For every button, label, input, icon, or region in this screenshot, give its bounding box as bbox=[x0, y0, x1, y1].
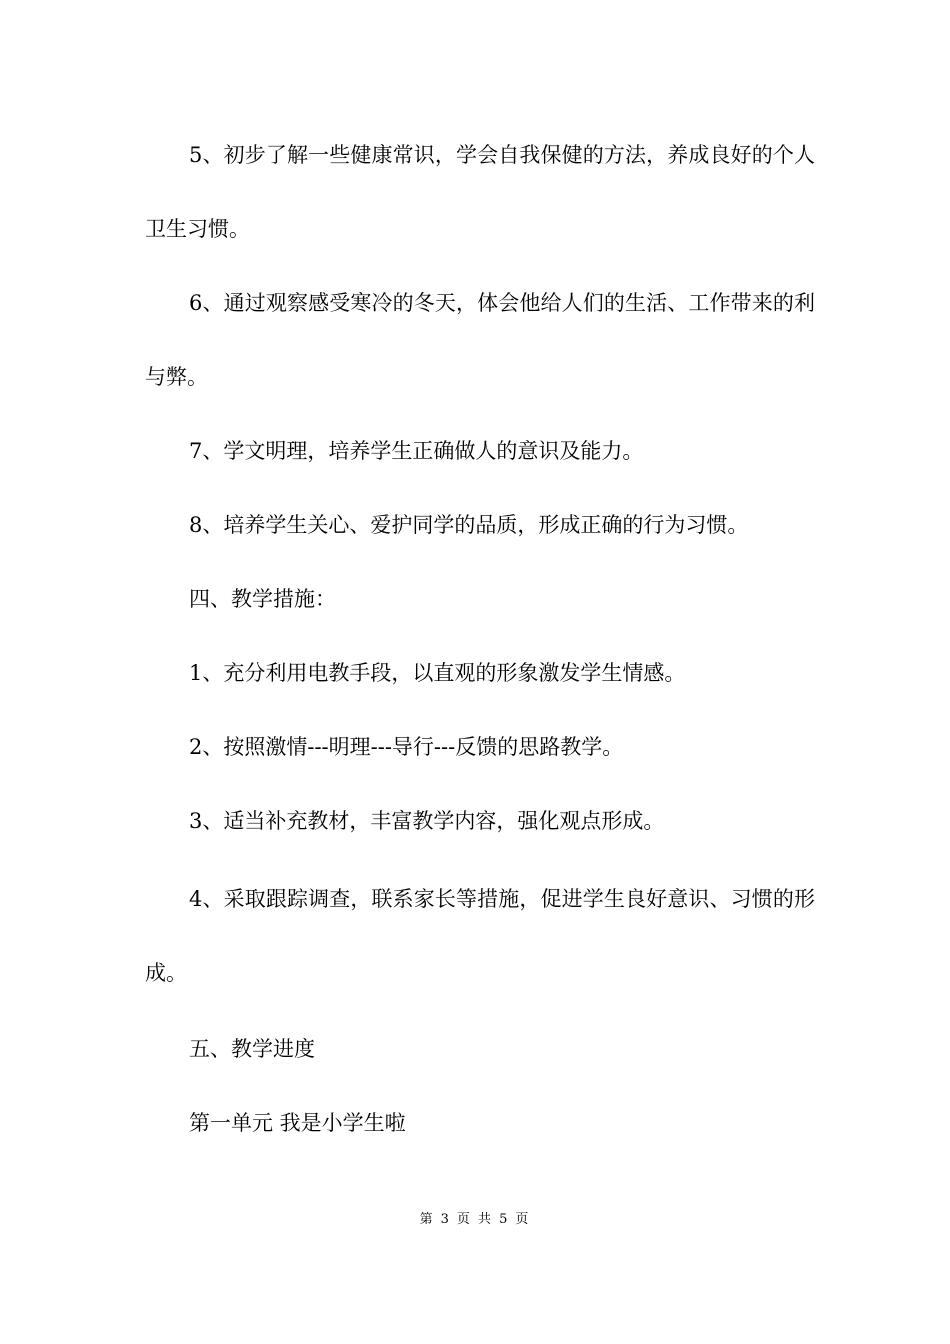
measure-item-1: 1、充分利用电教手段，以直观的形象激发学生情感。 bbox=[189, 661, 686, 685]
page-footer bbox=[0, 1208, 950, 1227]
footer-current-page: 3 bbox=[440, 1212, 451, 1227]
footer-prefix: 第 bbox=[419, 1212, 435, 1227]
footer-total-pages: 5 bbox=[499, 1212, 510, 1227]
paragraph-item-8: 8、培养学生关心、爱护同学的品质，形成正确的行为习惯。 bbox=[189, 513, 749, 537]
paragraph-item-6: 6、通过观察感受寒冷的冬天，体会他给人们的生活、工作带来的利与弊。 bbox=[145, 291, 815, 389]
paragraph-item-7: 7、学文明理，培养学生正确做人的意识及能力。 bbox=[189, 439, 644, 463]
unit-title: 第一单元 我是小学生啦 bbox=[189, 1111, 406, 1135]
measure-item-3: 3、适当补充教材，丰富教学内容，强化观点形成。 bbox=[189, 809, 665, 833]
measure-item-4: 4、采取跟踪调查，联系家长等措施，促进学生良好意识、习惯的形成。 bbox=[145, 887, 815, 985]
section-heading-measures: 四、教学措施： bbox=[189, 587, 336, 611]
measure-item-2: 2、按照激情---明理---导行---反馈的思路教学。 bbox=[189, 735, 624, 759]
section-heading-progress: 五、教学进度 bbox=[189, 1037, 315, 1061]
footer-suffix: 页 bbox=[515, 1212, 531, 1227]
footer-middle: 页 共 bbox=[456, 1212, 494, 1227]
paragraph-item-5: 5、初步了解一些健康常识，学会自我保健的方法，养成良好的个人卫生习惯。 bbox=[145, 143, 815, 241]
